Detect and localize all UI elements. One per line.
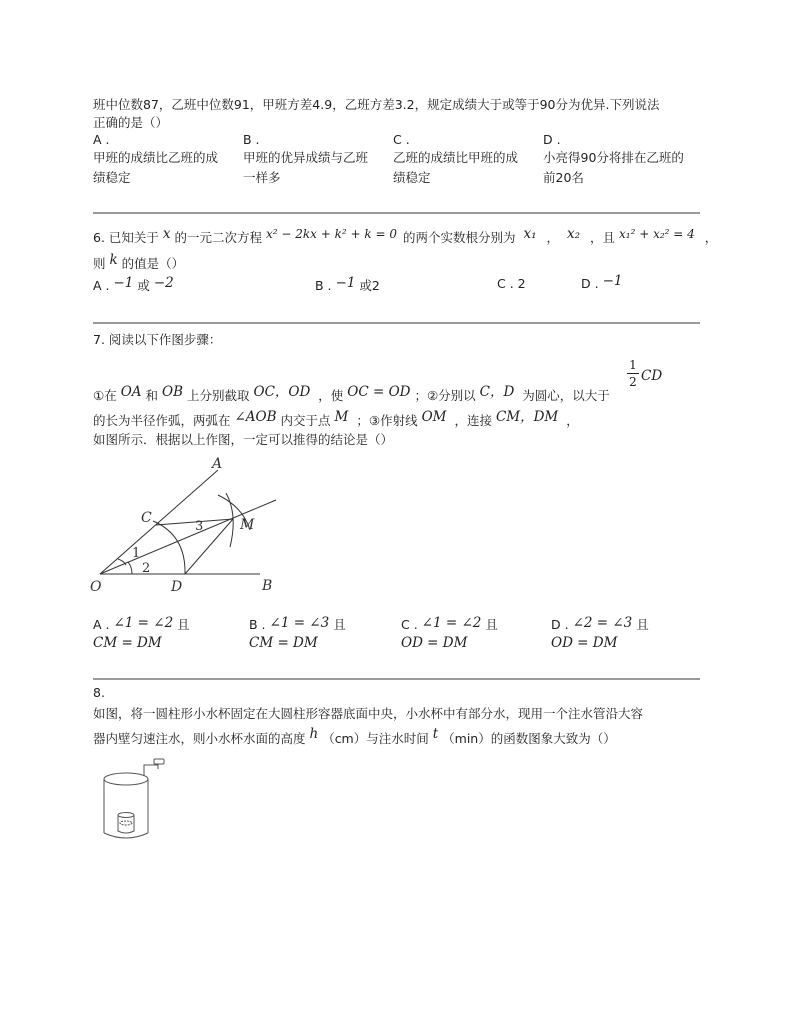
- small-cup-rim: [118, 813, 134, 818]
- q7-text: ；③作射线: [356, 413, 418, 428]
- q7-option-b[interactable]: [249, 615, 346, 651]
- math-cd: CD: [641, 368, 663, 384]
- q7-text: 内交于点: [280, 413, 331, 428]
- option-text: 且: [177, 617, 190, 632]
- container-illustration: [98, 755, 178, 845]
- option-text: 或: [137, 278, 150, 293]
- ray-om: [100, 500, 276, 574]
- option-text: 一样多: [243, 170, 281, 185]
- q5-option-a[interactable]: [93, 132, 218, 186]
- q6-text: 的两个实数根分别为: [402, 230, 516, 245]
- q7-step-line2: [93, 409, 579, 429]
- q6-option-b[interactable]: [315, 276, 380, 294]
- fraction-numerator: 1: [629, 358, 637, 372]
- option-text: 且: [636, 617, 649, 632]
- math-oc-od: OC，OD: [253, 384, 311, 400]
- q7-title: 7. 阅读以下作图步骤：: [93, 332, 222, 347]
- label-c: C: [141, 510, 152, 526]
- q5-option-d[interactable]: [543, 132, 684, 186]
- section-divider: [93, 322, 700, 324]
- option-letter: B .: [249, 617, 266, 632]
- option-expr: CM = DM: [93, 635, 162, 651]
- option-expr: OD = DM: [551, 635, 618, 651]
- option-letter: D .: [543, 132, 561, 147]
- q8-stem-line1: 如图，将一圆柱形小水杯固定在大圆柱形容器底面中央，小水杯中有部分水，现用一个注水管沿大容: [93, 706, 644, 721]
- section-divider: [93, 212, 700, 214]
- option-letter: B .: [243, 132, 260, 147]
- water-pipe: [144, 765, 158, 775]
- q8-stem-line2: [93, 726, 616, 747]
- q6-stem-line1: [93, 228, 717, 246]
- option-letter: C .: [401, 617, 418, 632]
- option-expr: CM = DM: [249, 635, 318, 651]
- container-top-rim: [104, 773, 148, 785]
- q7-text: 为圆心，以大于: [522, 388, 610, 403]
- q6-text: 的值是（）: [121, 256, 185, 271]
- option-text: 且: [333, 617, 346, 632]
- math-ob: OB: [162, 384, 184, 400]
- fraction-one-half: [627, 358, 639, 389]
- option-letter: A .: [93, 617, 110, 632]
- q8-number: 8.: [93, 685, 105, 700]
- q6-text: ，: [704, 230, 718, 245]
- q7-option-a[interactable]: [93, 615, 190, 651]
- math-c-d: C，D: [479, 384, 515, 400]
- container-bottom: [104, 833, 148, 838]
- var-h: h: [309, 726, 319, 742]
- q7-text: 和: [145, 388, 159, 403]
- option-expr: ∠1 = ∠3: [269, 615, 330, 631]
- angle-bisector-figure: [88, 455, 288, 600]
- segment-dm: [185, 519, 233, 574]
- fraction-denominator: 2: [629, 375, 637, 389]
- q5-option-c[interactable]: [393, 132, 518, 186]
- option-text: 2: [517, 276, 526, 291]
- q6-text: 则: [93, 256, 106, 271]
- math-m: M: [334, 409, 349, 425]
- option-expr: −2: [153, 275, 174, 291]
- label-a: A: [212, 456, 223, 472]
- option-expr: −1: [335, 275, 356, 291]
- q6-stem-line2: [93, 254, 184, 272]
- option-expr: OD = DM: [401, 635, 468, 651]
- small-cup-water: [120, 821, 132, 825]
- var-t: t: [432, 726, 439, 742]
- label-d: D: [171, 579, 183, 595]
- label-m: M: [240, 517, 255, 533]
- root-x2: x₂: [566, 226, 581, 242]
- math-angle-aob: ∠AOB: [234, 409, 277, 425]
- option-text: 前20名: [543, 170, 584, 185]
- root-x1: x₁: [523, 226, 537, 242]
- math-oa: OA: [120, 384, 142, 400]
- q5-stem-line2: 正确的是（）: [93, 115, 169, 130]
- label-angle-3: 3: [195, 519, 204, 534]
- q6-text: ，: [546, 230, 559, 245]
- label-angle-1: 1: [132, 546, 141, 561]
- q7-text: ①在: [93, 388, 117, 403]
- option-expr: ∠1 = ∠2: [421, 615, 482, 631]
- option-text: 甲班的优异成绩与乙班: [243, 150, 369, 165]
- faucet-handle: [154, 759, 164, 764]
- q7-text: ，: [566, 413, 579, 428]
- q6-option-a[interactable]: [93, 276, 174, 294]
- label-o: O: [90, 579, 102, 595]
- q7-text: ；②分别以: [414, 388, 476, 403]
- q8-text: （min）的函数图象大致为（）: [442, 731, 616, 746]
- option-expr: ∠2 = ∠3: [572, 615, 633, 631]
- option-text: 绩稳定: [93, 170, 131, 185]
- option-text: 或2: [359, 278, 380, 293]
- option-text: 乙班的成绩比甲班的成: [393, 150, 519, 165]
- q6-text: ，且: [590, 230, 616, 245]
- option-text: 且: [485, 617, 498, 632]
- q7-option-c[interactable]: [401, 615, 498, 651]
- option-expr: ∠1 = ∠2: [113, 615, 174, 631]
- equation: x² − 2kx + k² + k = 0: [266, 227, 397, 241]
- q6-text: 的一元二次方程: [174, 230, 263, 245]
- option-text: 绩稳定: [393, 170, 431, 185]
- angle-mark-2: [128, 562, 132, 574]
- option-expr: −1: [113, 275, 134, 291]
- option-text: 甲班的成绩比乙班的成: [93, 150, 219, 165]
- q7-text: 上分别截取: [187, 388, 250, 403]
- q5-stem-line1: 班中位数87，乙班中位数91，甲班方差4.9，乙班方差3.2，规定成绩大于或等于90分为优异.下列说法: [93, 97, 660, 112]
- option-letter: D .: [581, 276, 599, 291]
- q6-prefix: 6. 已知关于: [93, 230, 159, 245]
- option-letter: C .: [497, 276, 514, 291]
- arc-cd: [153, 521, 185, 574]
- condition: x₁² + x₂² = 4: [619, 227, 695, 241]
- var-k: k: [109, 252, 118, 268]
- label-b: B: [262, 578, 273, 594]
- math-om: OM: [421, 409, 447, 425]
- q7-text: ，使: [318, 388, 344, 403]
- q8-text: 器内壁匀速注水，则小水杯水面的高度: [93, 731, 306, 746]
- option-letter: A .: [93, 132, 110, 147]
- label-angle-2: 2: [142, 561, 151, 576]
- option-letter: D .: [551, 617, 569, 632]
- q7-text: 的长为半径作弧，两弧在: [93, 413, 231, 428]
- q6-option-d[interactable]: [581, 273, 623, 292]
- q8-text: （cm）与注水时间: [322, 731, 429, 746]
- option-letter: C .: [393, 132, 410, 147]
- q7-question-line: 如图所示．根据以上作图，一定可以推得的结论是（）: [93, 432, 394, 447]
- q5-option-b[interactable]: [243, 132, 368, 186]
- fraction-bar: [627, 373, 639, 374]
- option-letter: A .: [93, 278, 110, 293]
- math-oc-eq-od: OC = OD: [347, 384, 411, 400]
- section-divider: [93, 678, 700, 680]
- q7-option-d[interactable]: [551, 615, 649, 651]
- q6-option-c[interactable]: [497, 276, 526, 291]
- q7-step-line1: [93, 384, 610, 404]
- math-cm-dm: CM，DM: [495, 409, 559, 425]
- q7-text: ，连接: [454, 413, 492, 428]
- option-letter: B .: [315, 278, 332, 293]
- var-x: x: [162, 226, 171, 242]
- option-text: 小亮得90分将排在乙班的: [543, 150, 684, 165]
- option-expr: −1: [602, 273, 623, 289]
